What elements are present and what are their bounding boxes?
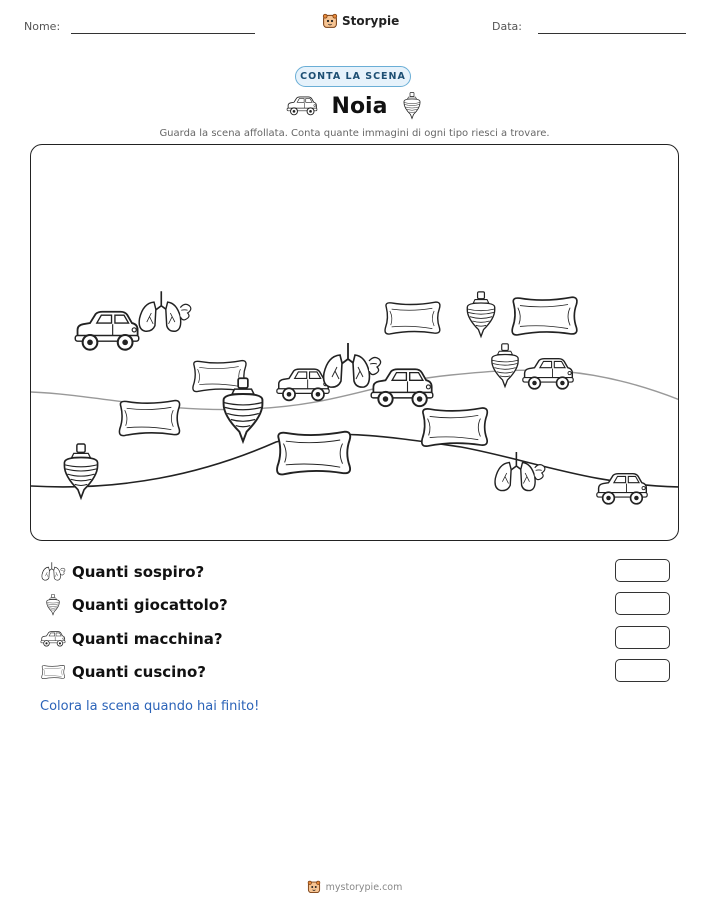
- storypie-logo-icon: [322, 13, 338, 29]
- footer: [0, 880, 709, 894]
- question-text: Quanti cuscino?: [72, 663, 206, 681]
- spinning-top-icon: [40, 594, 66, 616]
- pillow-icon: [385, 302, 440, 334]
- answer-box[interactable]: [615, 659, 670, 682]
- storypie-logo-icon: [307, 880, 321, 894]
- counting-scene[interactable]: [30, 144, 679, 541]
- spinning-top-icon: [64, 444, 97, 498]
- question-text: Quanti giocattolo?: [72, 596, 228, 614]
- pillow-icon: [40, 661, 66, 683]
- pillow-icon: [119, 401, 179, 436]
- coloring-note: Colora la scena quando hai finito!: [40, 699, 260, 714]
- car-icon: [286, 95, 318, 117]
- spinning-top-icon: [467, 292, 494, 337]
- question-row: [40, 659, 670, 685]
- question-row: [40, 626, 670, 652]
- instructions: Guarda la scena affollata. Conta quante immagini di ogni tipo riesci a trovare.: [159, 128, 550, 139]
- lungs-icon: [324, 343, 381, 387]
- question-text: Quanti macchina?: [72, 630, 223, 648]
- answer-box[interactable]: [615, 559, 670, 582]
- scene-drawing: [31, 145, 679, 541]
- pillow-icon: [512, 297, 577, 335]
- activity-badge: CONTA LA SCENA: [295, 66, 411, 87]
- page-title: Noia: [331, 93, 388, 119]
- brand-logo: [322, 13, 399, 29]
- question-row: [40, 592, 670, 618]
- name-label: Nome:: [24, 20, 61, 33]
- car-icon: [523, 359, 573, 389]
- answer-box[interactable]: [615, 626, 670, 649]
- date-label: Data:: [492, 20, 522, 33]
- car-icon: [277, 369, 329, 400]
- brand-name: Storypie: [342, 14, 400, 28]
- question-row: [40, 559, 670, 585]
- title-row: [0, 92, 709, 120]
- lungs-icon: [40, 561, 66, 583]
- lungs-icon: [139, 291, 191, 331]
- pillow-icon: [422, 408, 487, 446]
- car-icon: [75, 312, 138, 350]
- question-text: Quanti sospiro?: [72, 563, 205, 581]
- name-field[interactable]: [71, 33, 255, 34]
- spinning-top-icon: [401, 92, 423, 120]
- car-icon: [597, 474, 647, 504]
- footer-url[interactable]: mystorypie.com: [325, 881, 403, 893]
- lungs-icon: [495, 452, 545, 491]
- answer-box[interactable]: [615, 592, 670, 615]
- spinning-top-icon: [492, 344, 518, 387]
- car-icon: [371, 369, 433, 406]
- car-icon: [40, 628, 66, 650]
- date-field[interactable]: [538, 33, 686, 34]
- pillow-icon: [277, 432, 350, 475]
